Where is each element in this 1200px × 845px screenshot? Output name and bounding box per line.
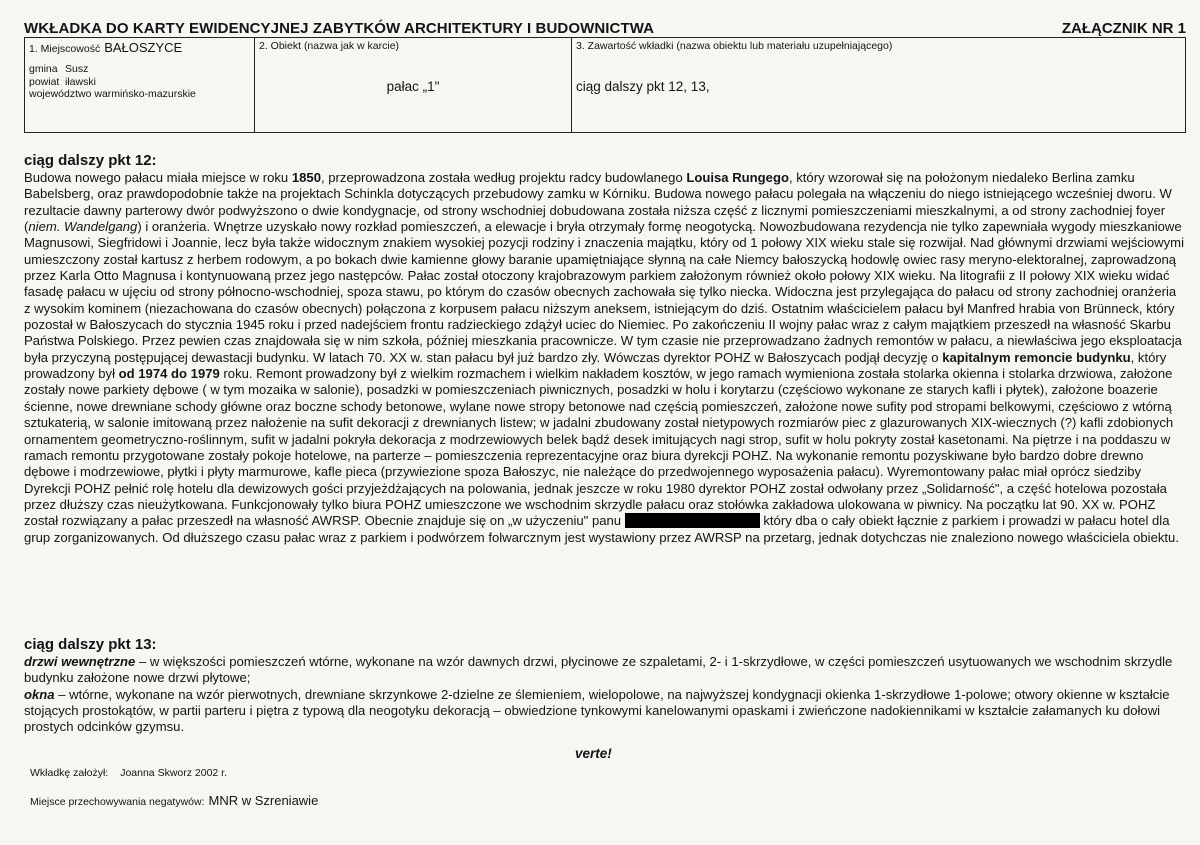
contents-label: 3. Zawartość wkładki (nazwa obiektu lub materiału uzupełniającego): [576, 40, 893, 52]
annex-number: ZAŁĄCZNIK NR 1: [1061, 20, 1186, 37]
object-value: pałac „1": [386, 79, 440, 94]
storage-label: Miejsce przechowywania negatywów:: [30, 796, 205, 808]
form-cell-object: [255, 38, 572, 132]
gmina-value: Susz: [65, 63, 89, 75]
section-12-body: Budowa nowego pałacu miała miejsce w roku 1850, przeprowadzona została według projektu radcy budowlanego Louisa Rungego, który wzorował się na położonym niedaleko Berlina zamku Babelsberg, oraz prawdopodobnie także na projektach Schinkla dotyczących przebudowy zamku w Kórniku. Budowa nowego pałacu polegała na włączeniu do niego istniejącego wcześniej dworu. W rezultacie dawny parterowy dwór podwyższono o dwie kondygnacje, od strony wschodniej dobudowana została niższa część z licznymi pomieszczeniami mieszkalnymi, a od strony zachodniej foyer (niem. Wandelgang) i oranżeria. Wnętrze uzyskało nowy rozkład pomieszczeń, a elewacje i bryła otrzymały formę neogotycką. Nowozbudowana rezydencja nie tylko zapewniała wygody mieszkaniowe Magnusowi, Siegfridowi i Joannie, lecz była także widocznym znakiem wysokiej pozycji rodziny i znaczenia majątku, który od 1 połowy XIX wieku stale się rozwijał. Nad głównymi drzwiami wejściowymi umieszczony został kartusz z herbem rodowym, a po bokach dwie kamienne głowy baranie upamiętniające słynną na całe Niemcy bałoszycką hodowlę owiec rasy meryno-elektoralnej, zaprowadzoną przez Karla Otto Magnusa i kontynuowaną przez jego następców. Pałac został otoczony krajobrazowym parkiem założonym również około połowy XIX wieku. Na litografii z II połowy XIX wieku widać fasadę pałacu w ujęciu od strony północno-wschodniej, spoza stawu, po którym do czasów obecnych zachowała się tylko niecka. Widoczna jest przylegająca do pałacu od strony zachodniej oranżeria z wysokim kominem (niezachowana do czasów obecnych) połączona z korpusem pałacu niższym aneksem, istniejącym do dziś. Ostatnim właścicielem pałacu był Manfred hrabia von Brünneck, który pozostał w Bałoszycach do stycznia 1945 roku i przed nadejściem frontu radzieckiego zdążył uciec do Niemiec. Po zakończeniu II wojny pałac wraz z całym majątkiem przeszedł na własność Skarbu Państwa Polskiego. Przez pewien czas znajdowała się w nim szkoła, później mieszkania pracownicze. W tym czasie nie przeprowadzano żadnych remontów w pałacu, a niewłaściwa jego eksploatacja była przyczyną postępującej dewastacji budynku. W latach 70. XX w. stan pałacu był już bardzo zły. Wówczas dyrektor POHZ w Bałoszycach podjął decyzję o kapitalnym remoncie budynku, który prowadzony był od 1974 do 1979 roku. Remont prowadzony był z wielkim rozmachem i wielkim nakładem kosztów, w jego ramach wymieniona została stolarka okienna i stolarka drzwiowa, założone zostały nowe parkiety dębowe ( w tym mozaika w salonie), posadzki w pomieszczeniach piwnicznych, posadzki w holu i korytarzu (częściowo wykonane ze starych kafli i płytek), założone boazerie ścienne, nowe drewniane schody główne oraz boczne schody betonowe, wylane nowe stropy betonowe nad częścią pomieszczeń, założone nowe sufity pod stropami belkowymi, częściowo z wtórną sztukaterią, w salonie imitowaną przez nałożenie na sufit dekoracji z drewnianych listew; w jadalni zbudowany został nietypowych rozmiarów piec z glazurowanych XIX-wiecznych (?) kafli zdobionych ornamentem geometryczno-roślinnym, sufit w jadalni pokryła dekoracja z modrzewiowych belek bądź desek imitujących nagi strop, sufit w holu pokryty został kasetonami. Na piętrze i na poddaszu w ramach remontu przygotowane zostały pokoje hotelowe, na parterze – pomieszczenia reprezentacyjne oraz biura dyrekcji POHZ. Na wykonanie remontu pozyskiwane było bardzo dobre drewno dębowe i modrzewiowe, płytki i płyty marmurowe, kafle pieca (przywiezione spoza Bałoszyc, nie należące do przedwojennego wyposażenia pałacu). Wyremontowany pałac miał oprócz siedziby Dyrekcji POHZ pełnić rolę hotelu dla dewizowych gości przyjeżdżających na polowania, jednak jeszcze w roku 1980 dyrektor POHZ został odwołany przez „Solidarność", a część hotelowa pozostała przez dłuższy czas nieużytkowana. Funkcjonowały tylko biura POHZ umieszczone we wschodnim skrzydle pałacu oraz stołówka zakładowa ulokowana w piwnicy. Na początku lat 90. XX w. POHZ został rozwiązany a pałac przeszedł na własność AWRSP. Obecnie znajduje się on „w użyczeniu" panu który dba o cały obiekt łącznie z parkiem i prowadzi w pałacu hotel dla grup zorganizowanych. Od dłuższego czasu pałac wraz z parkiem i podwórzem folwarcznym jest wystawiony przez AWRSP na przetarg, jednak dotychczas nie znaleziono nowego właściciela obiektu.: [24, 170, 1184, 545]
windows-paragraph: okna – wtórne, wykonane na wzór pierwotnych, drewniane skrzynkowe 2-dzielne ze ślemieniem, wielopolowe, na najwyższej kondygnacji okienka 1-skrzydłowe 1-polowe; otwory okienne w kształcie stojących prostokątów, w partii parteru i piętra z typową dla neogotyku dekoracją – obwiedzione tynkowymi kanelowanymi opaskami i zwieńczone nadokiennikami w kształcie załamanych ku dołowi prostych odcinków gzymsu.: [24, 686, 1170, 735]
storage-line: [30, 793, 318, 808]
section-13-heading: ciąg dalszy pkt 13:: [24, 636, 157, 653]
storage-value: MNR w Szreniawie: [208, 793, 319, 808]
locality-label: 1. Miejscowość: [29, 43, 101, 55]
redaction-bar: [625, 513, 760, 528]
author-value: Joanna Skworz 2002 r.: [120, 767, 228, 779]
locality-details: [29, 63, 196, 101]
form-table: [24, 37, 1186, 133]
author-line: [30, 767, 227, 779]
contents-value: ciąg dalszy pkt 12, 13,: [576, 79, 710, 94]
form-cell-locality: [25, 38, 255, 132]
section-13: [24, 636, 1184, 736]
form-cell-contents: [572, 38, 1185, 132]
section-12-heading: ciąg dalszy pkt 12:: [24, 152, 157, 169]
locality-value: BAŁOSZYCE: [104, 40, 183, 55]
verte-note: verte!: [575, 746, 612, 761]
author-label: Wkładkę założył:: [30, 767, 109, 779]
section-12: [24, 152, 1184, 546]
powiat-label: powiat: [29, 75, 60, 88]
doors-label: drzwi wewnętrzne: [24, 654, 136, 669]
powiat-value: iławski: [65, 75, 96, 88]
gmina-label: gmina: [29, 63, 58, 75]
document-title: WKŁADKA DO KARTY EWIDENCYJNEJ ZABYTKÓW ARCHITEKTURY I BUDOWNICTWA: [24, 20, 655, 37]
object-label: 2. Obiekt (nazwa jak w karcie): [259, 40, 400, 52]
woj-label: województwo: [29, 88, 92, 100]
doors-paragraph: drzwi wewnętrzne – w większości pomieszczeń wtórne, wykonane na wzór dawnych drzwi, płycinowe ze szpaletami, 2- i 1-skrzydłowe, w części pomieszczeń usytuowanych we wschodnim skrzydle budynku założone nowe drzwi płytowe;: [24, 654, 1173, 686]
woj-value: warmińsko-mazurskie: [94, 88, 196, 100]
windows-label: okna: [24, 686, 55, 702]
